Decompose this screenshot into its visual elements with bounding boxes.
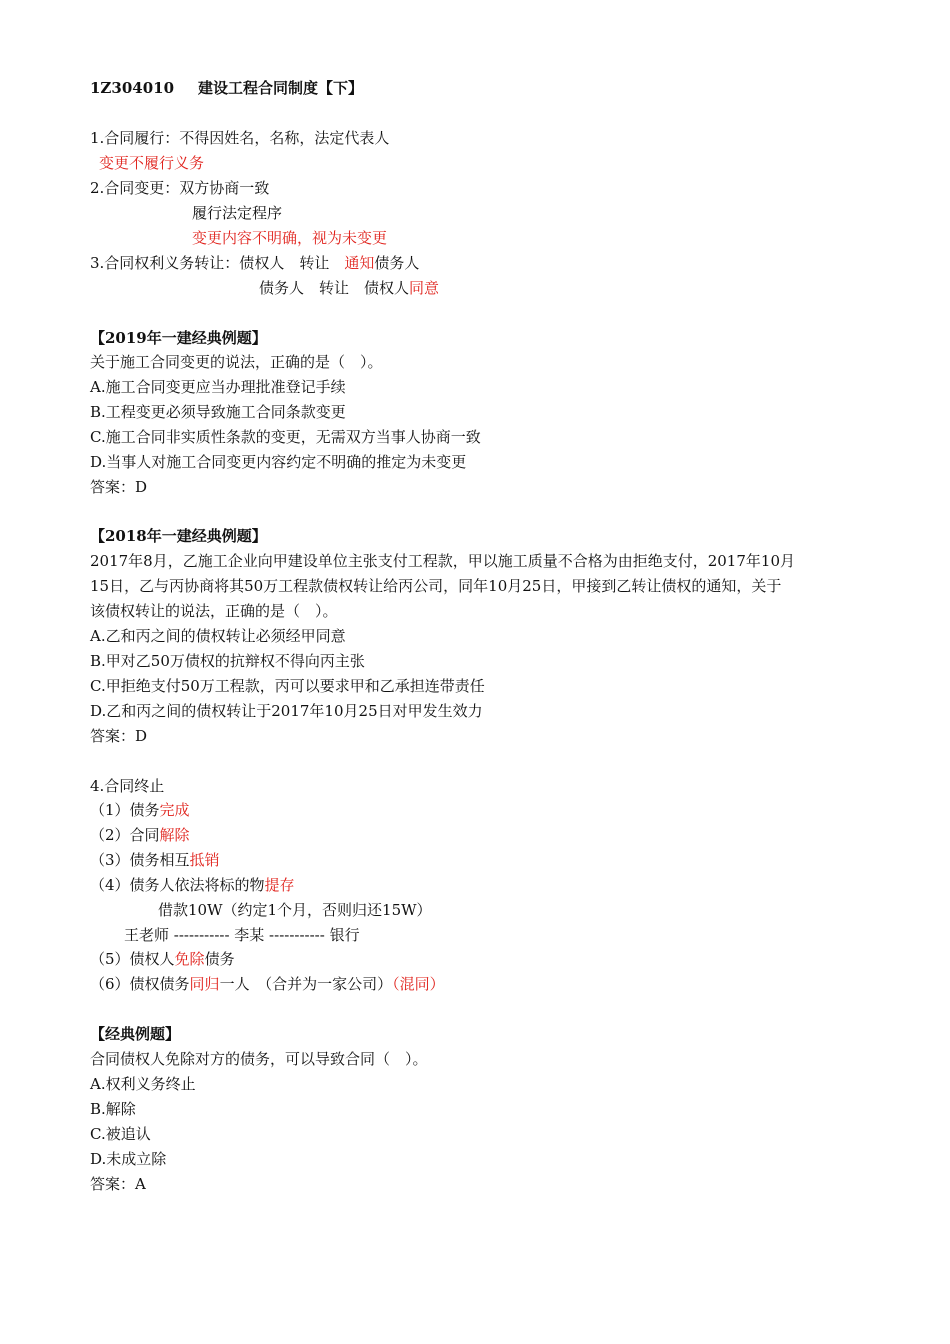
item-text-tail: 一人 （合并为一家公司） — [219, 975, 393, 993]
classic-example-stem: 合同债权人免除对方的债务，可以导致合同（ ）。 — [90, 1050, 428, 1068]
classic-example-heading: 【经典例题】 — [90, 1025, 181, 1043]
section-name: 建设工程合同制度【下】 — [198, 79, 364, 97]
item-text: （5）债权人 — [90, 950, 175, 968]
assignment-text-1: 3.合同权利义务转让：债权人 转让 — [90, 254, 345, 272]
item-text: （2）合同 — [90, 826, 160, 844]
termination-item-3 — [90, 850, 220, 870]
termination-item-5 — [90, 949, 235, 969]
example-2019-answer: 答案：D — [90, 478, 148, 496]
example-2019-heading: 【2019年一建经典例题】 — [90, 329, 267, 347]
change-procedure: 履行法定程序 — [192, 204, 283, 222]
item-text: （3）债务相互 — [90, 851, 190, 869]
change-line: 2.合同变更：双方协商一致 — [90, 179, 270, 197]
item-text: （1）债务 — [90, 801, 160, 819]
item-keyword: 解除 — [159, 826, 190, 844]
example-2019-stem: 关于施工合同变更的说法，正确的是（ ）。 — [90, 353, 383, 371]
assignment-party: 债务人 — [374, 254, 420, 272]
example-2018-stem-2: 15日，乙与丙协商将其50万工程款债权转让给丙公司，同年10月25日，甲接到乙转让债权的通知，关于 — [90, 577, 782, 595]
assignment-line-2 — [259, 278, 439, 298]
example-2018-option-d: D.乙和丙之间的债权转让于2017年10月25日对甲发生效力 — [90, 702, 483, 720]
classic-example-option-c: C.被追认 — [90, 1125, 151, 1143]
item-keyword-merger: （混同） — [392, 975, 445, 993]
item-keyword: 提存 — [264, 876, 295, 894]
consent-keyword: 同意 — [409, 279, 440, 297]
example-2018-heading: 【2018年一建经典例题】 — [90, 527, 267, 545]
example-2018-option-a: A.乙和丙之间的债权转让必须经甲同意 — [90, 627, 346, 645]
item-keyword: 完成 — [159, 801, 190, 819]
notify-keyword: 通知 — [344, 254, 375, 272]
performance-line: 1.合同履行：不得因姓名，名称，法定代表人 — [90, 129, 390, 147]
item-keyword: 抵销 — [189, 851, 220, 869]
termination-item-4 — [90, 875, 295, 895]
assignment-line-1 — [90, 253, 419, 273]
example-2018-answer: 答案：D — [90, 727, 148, 745]
example-2019-option-b: B.工程变更必须导致施工合同条款变更 — [90, 403, 346, 421]
section-code: 1Z304010 — [90, 79, 175, 97]
item-text-tail: 债务 — [204, 950, 235, 968]
example-2019-option-a: A.施工合同变更应当办理批准登记手续 — [90, 378, 346, 396]
change-note: 变更内容不明确，视为未变更 — [192, 229, 388, 247]
classic-example-option-b: B.解除 — [90, 1100, 136, 1118]
termination-item-1 — [90, 800, 190, 820]
termination-item-2 — [90, 825, 190, 845]
example-2019-option-d: D.当事人对施工合同变更内容约定不明确的推定为未变更 — [90, 453, 467, 471]
termination-heading: 4.合同终止 — [90, 777, 165, 795]
example-2018-stem-3: 该债权转让的说法，正确的是（ ）。 — [90, 602, 338, 620]
classic-example-option-d: D.未成立除 — [90, 1150, 167, 1168]
example-2018-option-c: C.甲拒绝支付50万工程款，丙可以要求甲和乙承担连带责任 — [90, 677, 485, 695]
item-keyword: 同归 — [189, 975, 220, 993]
example-2019-option-c: C.施工合同非实质性条款的变更，无需双方当事人协商一致 — [90, 428, 481, 446]
item-keyword: 免除 — [174, 950, 205, 968]
loan-note: 借款10W（约定1个月，否则归还15W） — [158, 901, 432, 919]
termination-item-6 — [90, 974, 445, 994]
classic-example-answer: 答案：A — [90, 1175, 146, 1193]
example-2018-stem-1: 2017年8月，乙施工企业向甲建设单位主张支付工程款，甲以施工质量不合格为由拒绝支付，2017年10月 — [90, 552, 795, 570]
performance-note: 变更不履行义务 — [99, 154, 205, 172]
item-text: （6）债权债务 — [90, 975, 190, 993]
item-text: （4）债务人依法将标的物 — [90, 876, 265, 894]
assignment-text-2: 债务人 转让 债权人 — [259, 279, 410, 297]
page-title — [90, 78, 363, 98]
classic-example-option-a: A.权利义务终止 — [90, 1075, 196, 1093]
debt-chain: 王老师 ----------- 李某 ----------- 银行 — [124, 926, 360, 944]
example-2018-option-b: B.甲对乙50万债权的抗辩权不得向丙主张 — [90, 652, 365, 670]
